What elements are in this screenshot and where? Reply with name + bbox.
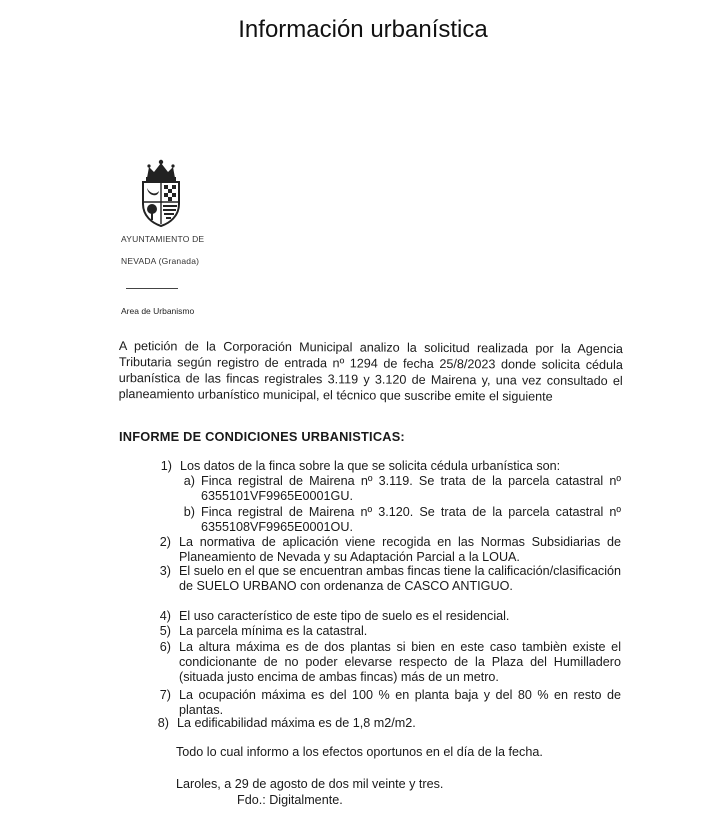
item-text: La edificabilidad máxima es de 1,8 m2/m2. xyxy=(177,716,416,730)
page-title: Información urbanística xyxy=(238,16,488,43)
list-item xyxy=(159,640,621,685)
list-item xyxy=(183,474,621,504)
list-item xyxy=(157,716,619,731)
coat-of-arms-icon xyxy=(138,158,184,228)
list-item xyxy=(159,688,621,718)
item-number: 8) xyxy=(157,716,169,730)
item-text: El suelo en el que se encuentran ambas fincas tiene la calificación/clasificación de SUELO URBANO con ordenanza de CASCO ANTIGUO. xyxy=(179,564,621,593)
closing-statement: Todo lo cual informo a los efectos oportunos en el día de la fecha. xyxy=(176,745,543,759)
item-number: 6) xyxy=(159,640,171,654)
item-text: La altura máxima es de dos plantas si bien en este caso tambièn existe el condicionante de no poder elevarse respecto de la Plaza del Humilladero (situada justo encima de ambas fincas) más de un metro. xyxy=(179,640,621,684)
department-label: Area de Urbanismo xyxy=(121,306,195,316)
list-item xyxy=(159,624,621,639)
item-number: a) xyxy=(183,474,195,488)
report-heading: INFORME DE CONDICIONES URBANISTICAS: xyxy=(119,429,405,444)
item-number: 3) xyxy=(159,564,171,578)
divider xyxy=(126,288,178,289)
intro-paragraph: A petición de la Corporación Municipal analizo la solicitud realizada por la Agencia Tributaria según registro de entrada nº 1294 de fecha 25/8/2023 donde solicita cédula urbanística de las fincas registrales 3.119 y 3.120 de Mairena y, una vez consultado el planeamiento urbanístico municipal, el técnico que suscribe emite el siguiente xyxy=(118,338,623,404)
item-number: 7) xyxy=(159,688,171,702)
item-text: El uso característico de este tipo de suelo es el residencial. xyxy=(179,609,510,623)
item-text: La ocupación máxima es del 100 % en planta baja y del 80 % en resto de plantas. xyxy=(179,688,621,717)
item-number: 4) xyxy=(159,609,171,623)
item-number: b) xyxy=(183,505,195,519)
item-text: La normativa de aplicación viene recogida en las Normas Subsidiarias de Planeamiento de Nevada y su Adaptación Parcial a la LOUA. xyxy=(179,535,621,564)
item-text: Los datos de la finca sobre la que se solicita cédula urbanística son: xyxy=(180,459,561,473)
org-name-line-2: NEVADA (Granada) xyxy=(121,256,200,266)
item-text: Finca registral de Mairena nº 3.120. Se trata de la parcela catastral nº 6355108VF9965E0001OU. xyxy=(201,505,621,534)
list-item xyxy=(159,609,621,624)
item-text: Finca registral de Mairena nº 3.119. Se trata de la parcela catastral nº 6355101VF9965E0001GU. xyxy=(201,474,621,503)
item-number: 5) xyxy=(159,624,171,638)
item-number: 2) xyxy=(159,535,171,549)
list-item xyxy=(183,505,621,535)
list-item xyxy=(159,535,621,565)
org-name-line-1: AYUNTAMIENTO DE xyxy=(121,234,205,244)
list-item xyxy=(160,459,620,474)
item-text: La parcela mínima es la catastral. xyxy=(179,624,368,638)
place-date-line: Laroles, a 29 de agosto de dos mil veinte y tres. xyxy=(176,777,444,791)
signature-line: Fdo.: Digitalmente. xyxy=(237,793,343,807)
list-item xyxy=(159,564,621,594)
item-number: 1) xyxy=(160,459,172,473)
